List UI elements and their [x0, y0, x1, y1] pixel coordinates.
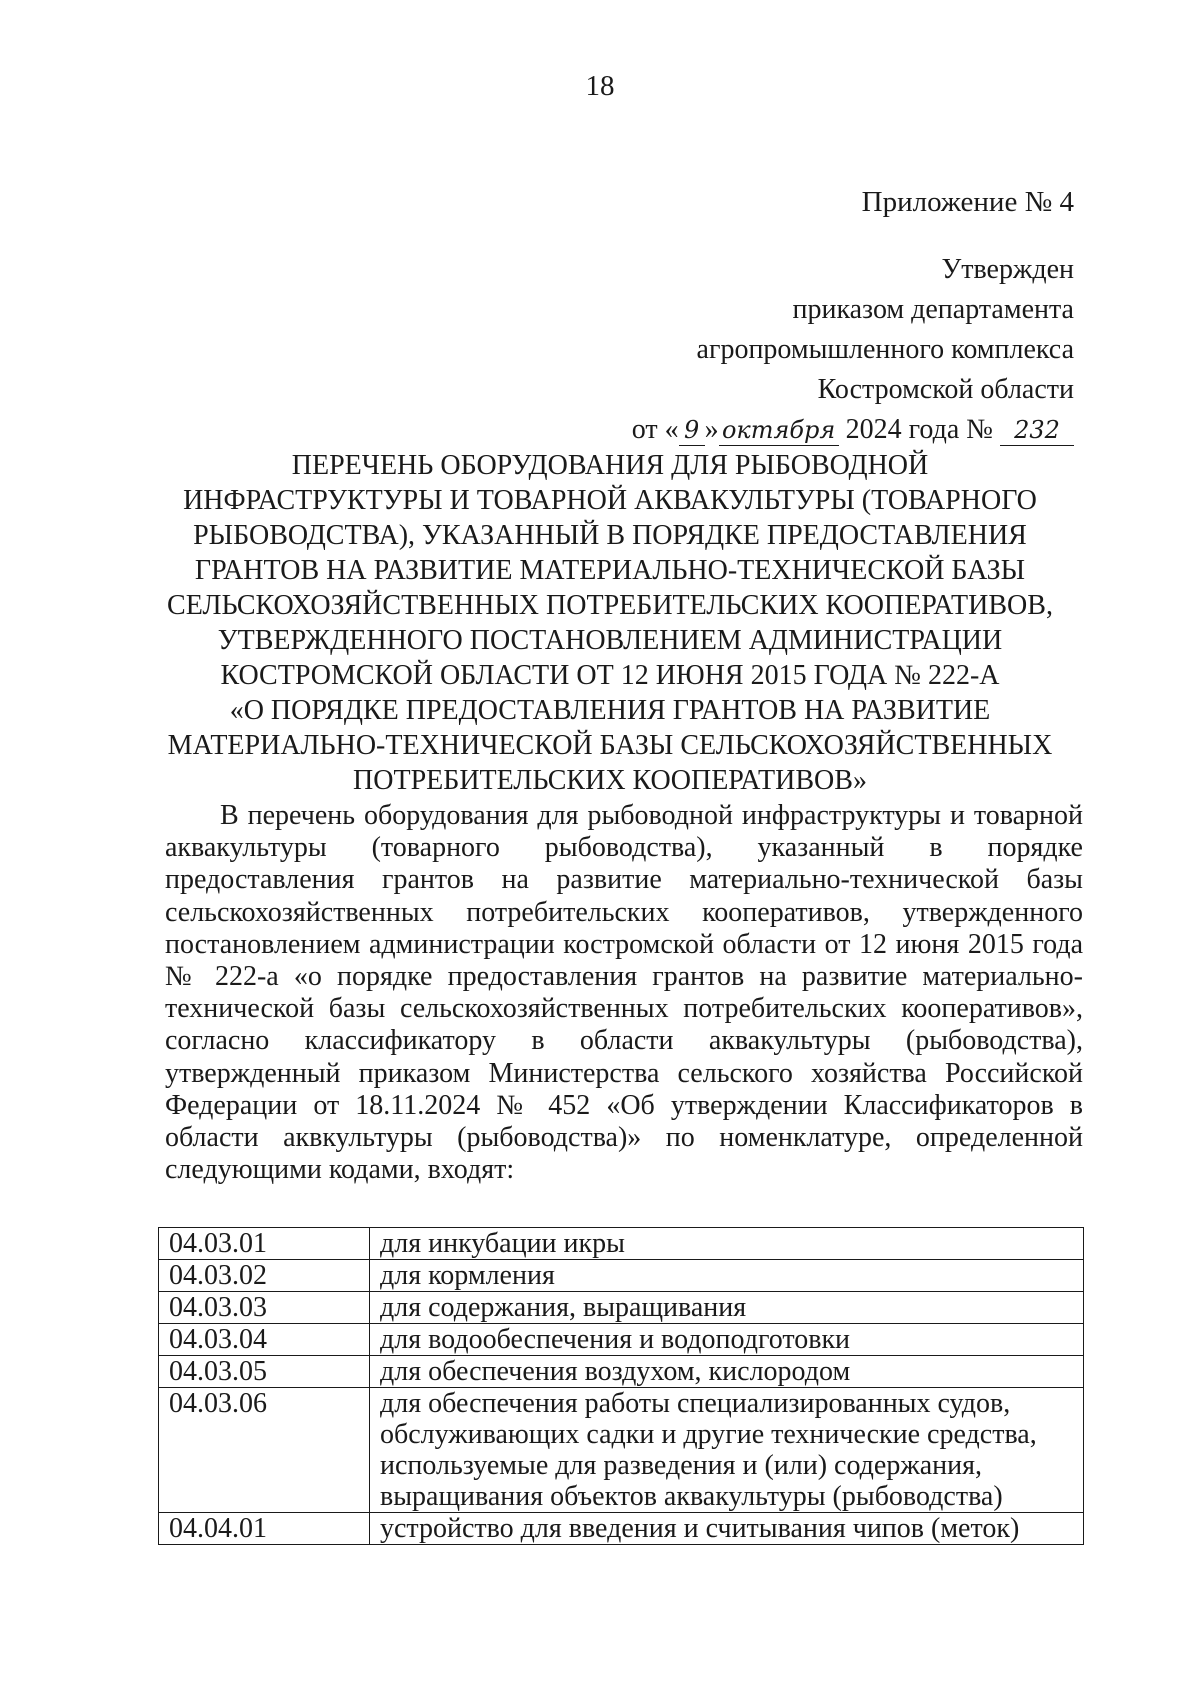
handwritten-month: октября [719, 415, 839, 446]
title-line: ПОТРЕБИТЕЛЬСКИХ КООПЕРАТИВОВ» [353, 765, 867, 796]
code-cell: 04.03.01 [159, 1228, 370, 1260]
title-line: УТВЕРЖДЕННОГО ПОСТАНОВЛЕНИЕМ АДМИНИСТРАЦИИ [217, 625, 1003, 656]
table-row [159, 1228, 1084, 1260]
table-row [159, 1260, 1084, 1292]
approval-line-region: Костромской области [817, 374, 1074, 405]
description-cell: для инкубации икры [370, 1228, 1084, 1260]
page-number: 18 [585, 70, 615, 102]
code-cell: 04.04.01 [159, 1513, 370, 1545]
table-row [159, 1356, 1084, 1388]
title-line: ИНФРАСТРУКТУРЫ И ТОВАРНОЙ АКВАКУЛЬТУРЫ (ТОВАРНОГО [183, 485, 1037, 516]
date-year: 2024 года № [845, 414, 993, 445]
date-prefix: от « [631, 414, 679, 445]
title-line: РЫБОВОДСТВА), УКАЗАННЫЙ В ПОРЯДКЕ ПРЕДОСТАВЛЕНИЯ [193, 520, 1027, 551]
title-line: ГРАНТОВ НА РАЗВИТИЕ МАТЕРИАЛЬНО-ТЕХНИЧЕСКОЙ БАЗЫ [194, 555, 1026, 586]
description-cell: для кормления [370, 1260, 1084, 1292]
approval-line-department: агропромышленного комплекса [696, 334, 1074, 365]
title-line: ПЕРЕЧЕНЬ ОБОРУДОВАНИЯ ДЛЯ РЫБОВОДНОЙ [291, 450, 929, 481]
table-row [159, 1388, 1084, 1513]
description-cell: для водообеспечения и водоподготовки [370, 1324, 1084, 1356]
title-line: «О ПОРЯДКЕ ПРЕДОСТАВЛЕНИЯ ГРАНТОВ НА РАЗВИТИЕ [229, 695, 991, 726]
title-line: МАТЕРИАЛЬНО-ТЕХНИЧЕСКОЙ БАЗЫ СЕЛЬСКОХОЗЯЙСТВЕННЫХ [167, 730, 1053, 761]
appendix-label: Приложение № 4 [861, 186, 1074, 218]
description-cell: для обеспечения воздухом, кислородом [370, 1356, 1084, 1388]
code-cell: 04.03.06 [159, 1388, 370, 1513]
body-paragraph: В перечень оборудования для рыбоводной инфраструктуры и товарной аквакультуры (товарного рыбоводства), указанный в порядке предоставления грантов на развитие материально-технической базы сельскохозяйственных потребительских кооперативов, утвержденного постановлением администрации костромской области от 12 июня 2015 года № 222-а «о порядке предоставления грантов на развитие материально-технической базы сельскохозяйственных потребительских кооперативов», согласно классификатору в области аквакультуры (рыбоводства), утвержденный приказом Министерства сельского хозяйства Российской Федерации от 18.11.2024 № 452 «Об утверждении Классификаторов в области аквкультуры (рыбоводства)» по номенклатуре, определенной следующими кодами, входят: [165, 800, 1083, 1186]
codes-table [158, 1227, 1084, 1545]
date-mid: » [704, 414, 719, 445]
description-cell: для содержания, выращивания [370, 1292, 1084, 1324]
table-row [159, 1513, 1084, 1545]
document-title [145, 448, 1075, 798]
table-row [159, 1324, 1084, 1356]
approval-line-approved: Утвержден [941, 254, 1074, 285]
code-cell: 04.03.02 [159, 1260, 370, 1292]
code-cell: 04.03.05 [159, 1356, 370, 1388]
description-cell: для обеспечения работы специализированных судов, обслуживающих садки и другие технические средства, используемые для разведения и (или) содержания, выращивания объектов аквакультуры (рыбоводства) [370, 1388, 1084, 1513]
handwritten-day: 9 [679, 415, 705, 446]
approval-line-order: приказом департамента [792, 294, 1074, 325]
code-cell: 04.03.03 [159, 1292, 370, 1324]
title-line: СЕЛЬСКОХОЗЯЙСТВЕННЫХ ПОТРЕБИТЕЛЬСКИХ КООПЕРАТИВОВ, [167, 590, 1053, 621]
code-cell: 04.03.04 [159, 1324, 370, 1356]
table-row [159, 1292, 1084, 1324]
description-cell: устройство для введения и считывания чипов (меток) [370, 1513, 1084, 1545]
approval-date-line [632, 410, 1074, 450]
handwritten-order-number: 232 [1000, 415, 1074, 446]
approval-block [632, 250, 1074, 450]
title-line: КОСТРОМСКОЙ ОБЛАСТИ ОТ 12 ИЮНЯ 2015 ГОДА № 222-А [220, 660, 1000, 691]
